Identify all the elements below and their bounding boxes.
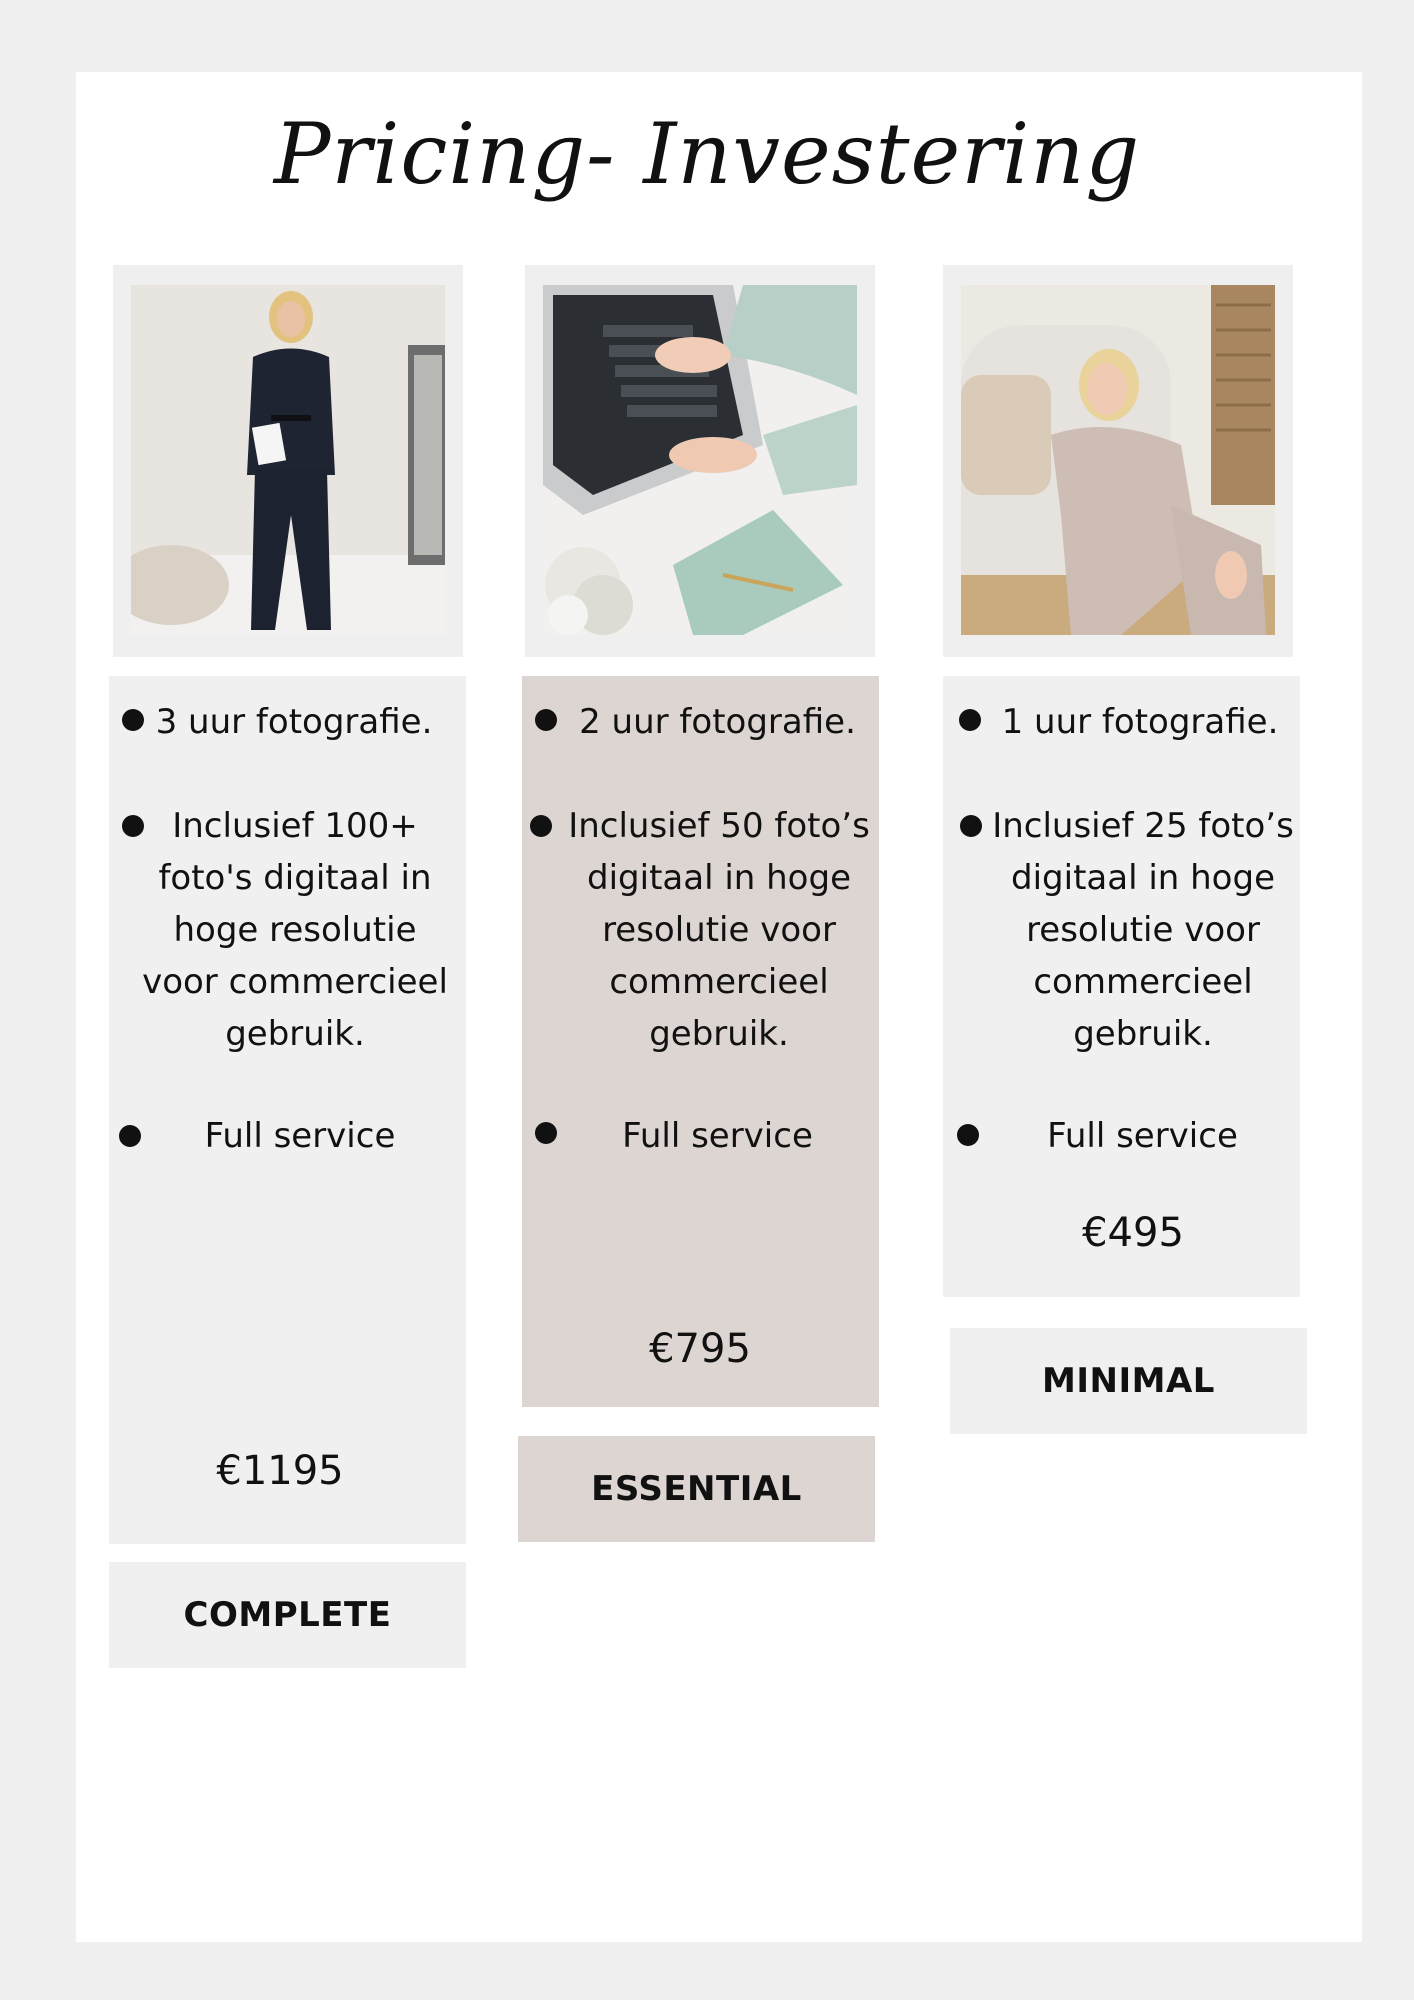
bullet-icon — [960, 815, 982, 837]
package-service: Full service — [204, 1116, 396, 1156]
photo-frame-essential — [525, 265, 875, 657]
bullet-icon — [959, 709, 981, 731]
photo-frame-complete — [113, 265, 463, 657]
bullet-icon — [530, 815, 552, 837]
bullet-icon — [122, 709, 144, 731]
bullet-icon — [119, 1125, 141, 1147]
woman-on-sofa-photo — [961, 285, 1275, 635]
package-service: Full service — [1047, 1116, 1238, 1156]
package-photos: Inclusief 100+ foto's digitaal in hoge resolutie voor commercieel gebruik. — [142, 806, 448, 1054]
bullet-icon — [535, 1122, 557, 1144]
package-hours: 1 uur fotografie. — [1001, 702, 1279, 742]
package-price: €795 — [649, 1326, 751, 1372]
package-price: €1195 — [216, 1448, 344, 1494]
package-name-essential[interactable]: ESSENTIAL — [518, 1436, 875, 1542]
page-title: Pricing- Investering — [273, 105, 1141, 203]
woman-in-navy-suit-photo — [131, 285, 445, 635]
package-name-minimal[interactable]: MINIMAL — [950, 1328, 1307, 1434]
hands-on-laptop-photo — [543, 285, 857, 635]
package-hours: 2 uur fotografie. — [579, 702, 856, 742]
package-hours: 3 uur fotografie. — [155, 702, 433, 742]
bullet-icon — [957, 1124, 979, 1146]
package-photos: Inclusief 50 foto’s digitaal in hoge resolutie voor commercieel gebruik. — [568, 806, 870, 1054]
package-name-complete[interactable]: COMPLETE — [109, 1562, 466, 1668]
package-photos: Inclusief 25 foto’s digitaal in hoge resolutie voor commercieel gebruik. — [992, 806, 1294, 1054]
bullet-icon — [535, 709, 557, 731]
photo-frame-minimal — [943, 265, 1293, 657]
package-price: €495 — [1082, 1210, 1184, 1256]
package-service: Full service — [622, 1116, 813, 1156]
